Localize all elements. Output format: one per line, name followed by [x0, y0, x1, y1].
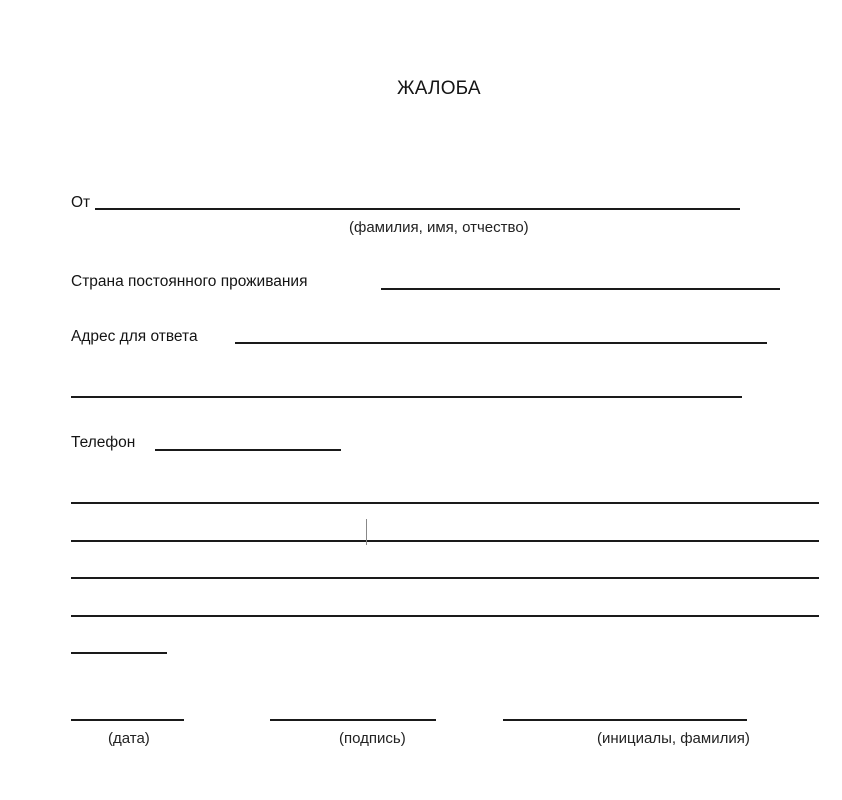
name-field-line[interactable] — [503, 719, 747, 721]
complaint-line-5[interactable] — [71, 652, 167, 654]
from-field-line[interactable] — [95, 208, 740, 210]
from-label: От — [71, 194, 91, 211]
complaint-line-1[interactable] — [71, 502, 819, 504]
country-label: Страна постоянного проживания — [71, 273, 308, 290]
signature-caption: (подпись) — [339, 730, 406, 747]
name-caption: (инициалы, фамилия) — [597, 730, 750, 747]
from-field-caption: (фамилия, имя, отчество) — [349, 219, 529, 236]
signature-field-line[interactable] — [270, 719, 436, 721]
complaint-line-4[interactable] — [71, 615, 819, 617]
complaint-line-3[interactable] — [71, 577, 819, 579]
date-field-line[interactable] — [71, 719, 184, 721]
text-cursor — [366, 519, 367, 545]
date-caption: (дата) — [108, 730, 150, 747]
address-field-line-2[interactable] — [71, 396, 742, 398]
phone-label: Телефон — [71, 434, 136, 451]
address-label: Адрес для ответа — [71, 328, 198, 345]
complaint-line-2[interactable] — [71, 540, 819, 542]
document-title: ЖАЛОБА — [397, 78, 481, 99]
phone-field-line[interactable] — [155, 449, 341, 451]
address-field-line-1[interactable] — [235, 342, 767, 344]
country-field-line[interactable] — [381, 288, 780, 290]
